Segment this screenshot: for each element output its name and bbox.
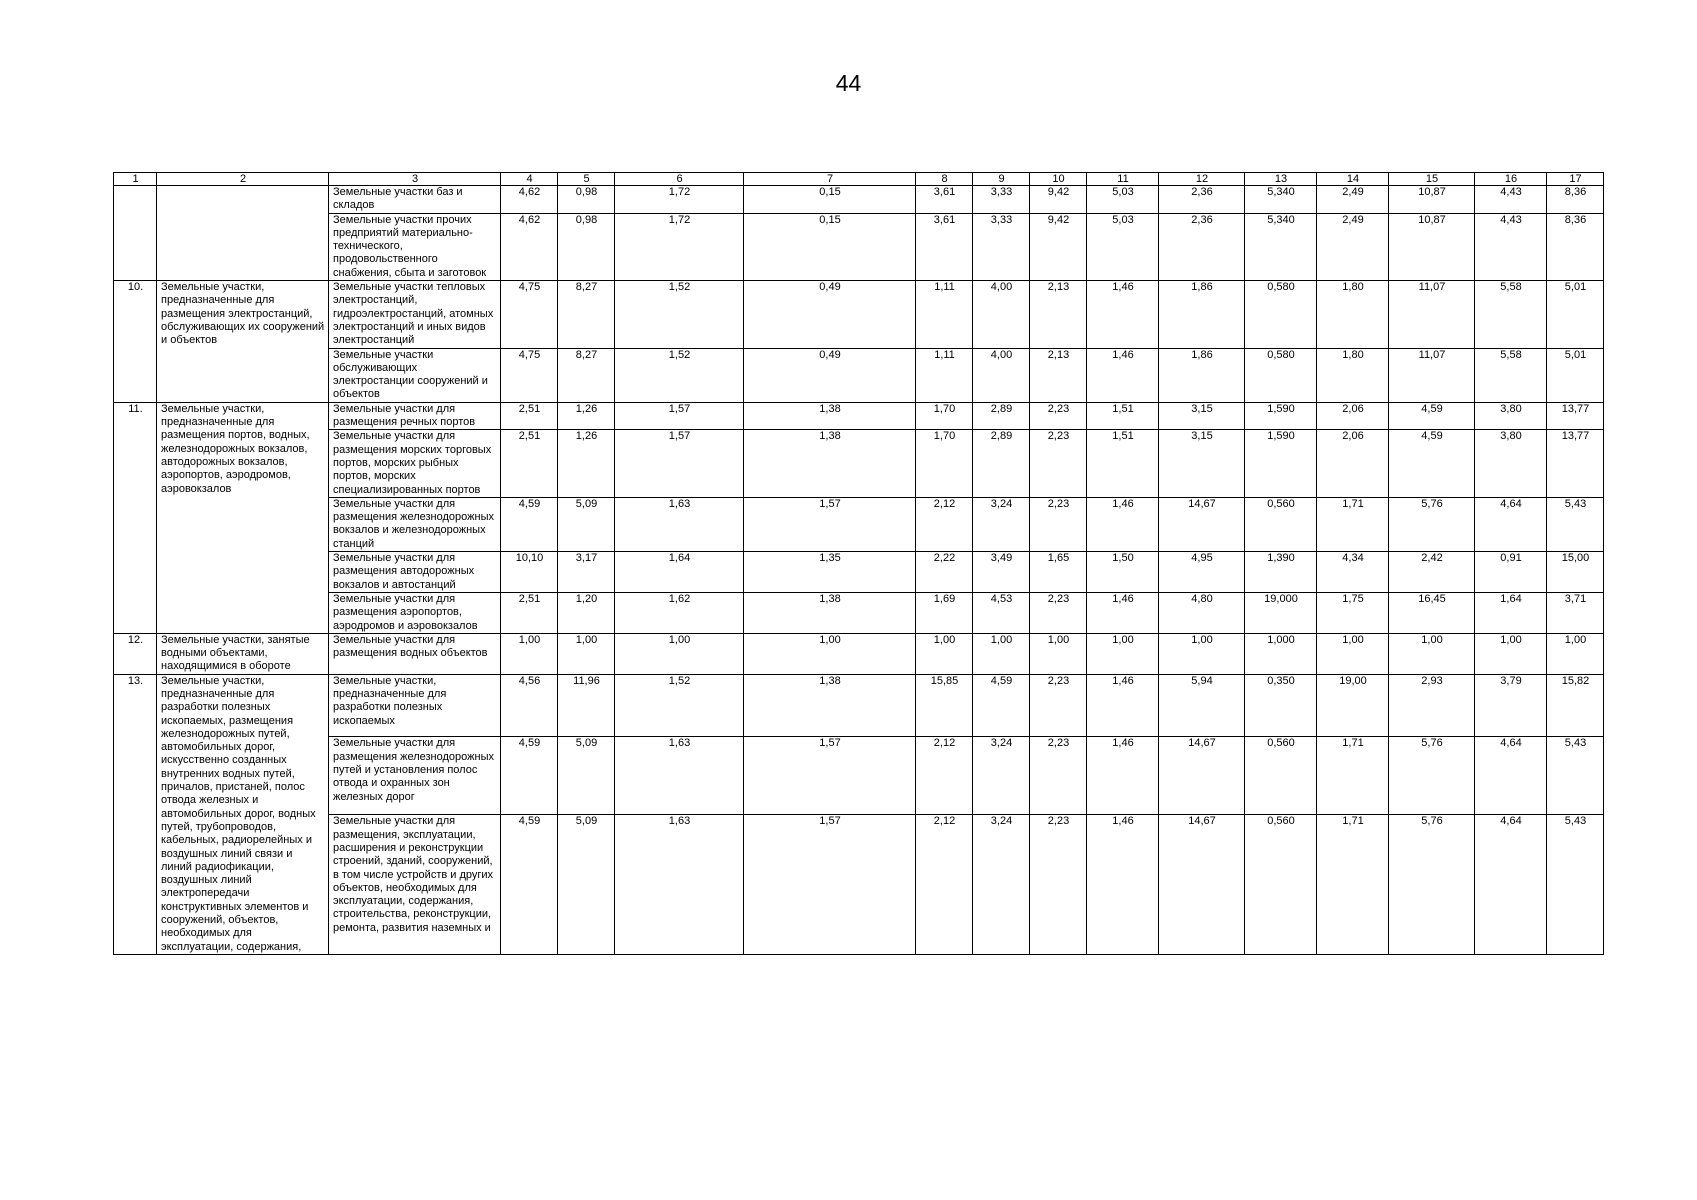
item-number bbox=[114, 186, 157, 281]
coefficient-cell: 2,23 bbox=[1030, 815, 1087, 955]
coefficient-cell: 3,33 bbox=[973, 186, 1030, 214]
col-header: 13 bbox=[1245, 173, 1317, 186]
coefficient-cell: 4,80 bbox=[1159, 592, 1245, 633]
coefficient-cell: 3,33 bbox=[973, 213, 1030, 280]
coefficient-cell: 2,51 bbox=[501, 592, 558, 633]
table-row bbox=[114, 430, 1604, 497]
land-subtype: Земельные участки для размещения морских торговых портов, морских рыбных портов, морских специализированных портов bbox=[329, 430, 501, 497]
coefficient-cell: 2,06 bbox=[1317, 402, 1389, 430]
table-row bbox=[114, 402, 1604, 430]
coefficient-cell: 1,590 bbox=[1245, 430, 1317, 497]
coefficient-cell: 1,11 bbox=[916, 281, 973, 348]
coefficient-cell: 4,56 bbox=[501, 674, 558, 737]
coefficient-cell: 1,46 bbox=[1087, 737, 1159, 815]
coefficient-cell: 5,43 bbox=[1547, 815, 1604, 955]
col-header: 16 bbox=[1475, 173, 1547, 186]
coefficient-cell: 1,86 bbox=[1159, 281, 1245, 348]
table-row bbox=[114, 815, 1604, 955]
coefficient-cell: 5,01 bbox=[1547, 348, 1604, 402]
coefficient-cell: 8,27 bbox=[558, 281, 615, 348]
coefficient-cell: 4,43 bbox=[1475, 213, 1547, 280]
coefficient-cell: 1,00 bbox=[1475, 633, 1547, 674]
coefficient-cell: 10,87 bbox=[1389, 213, 1475, 280]
coefficient-cell: 1,00 bbox=[973, 633, 1030, 674]
coefficient-cell: 1,46 bbox=[1087, 592, 1159, 633]
col-header: 9 bbox=[973, 173, 1030, 186]
coefficient-cell: 1,35 bbox=[744, 552, 916, 593]
coefficient-cell: 0,91 bbox=[1475, 552, 1547, 593]
coefficient-cell: 4,59 bbox=[1389, 402, 1475, 430]
coefficient-cell: 1,71 bbox=[1317, 815, 1389, 955]
item-number: 10. bbox=[114, 281, 157, 403]
coefficient-cell: 1,72 bbox=[615, 186, 744, 214]
coefficient-cell: 5,03 bbox=[1087, 186, 1159, 214]
coefficient-cell: 2,23 bbox=[1030, 430, 1087, 497]
land-subtype: Земельные участки для размещения железнодорожных путей и установления полос отвода и охранных зон железных дорог bbox=[329, 737, 501, 815]
coefficient-cell: 4,62 bbox=[501, 213, 558, 280]
coefficient-cell: 1,000 bbox=[1245, 633, 1317, 674]
col-header: 5 bbox=[558, 173, 615, 186]
coefficient-cell: 3,80 bbox=[1475, 430, 1547, 497]
coefficient-cell: 2,36 bbox=[1159, 213, 1245, 280]
coefficient-cell: 1,62 bbox=[615, 592, 744, 633]
coefficient-cell: 2,06 bbox=[1317, 430, 1389, 497]
table-row bbox=[114, 737, 1604, 815]
coefficient-cell: 3,80 bbox=[1475, 402, 1547, 430]
coefficient-cell: 1,75 bbox=[1317, 592, 1389, 633]
coefficient-cell: 1,63 bbox=[615, 737, 744, 815]
coefficient-cell: 1,51 bbox=[1087, 402, 1159, 430]
table-row bbox=[114, 186, 1604, 214]
coefficient-cell: 3,61 bbox=[916, 186, 973, 214]
coefficient-cell: 4,64 bbox=[1475, 815, 1547, 955]
coefficient-cell: 5,94 bbox=[1159, 674, 1245, 737]
coefficient-cell: 4,59 bbox=[501, 815, 558, 955]
coefficient-cell: 10,10 bbox=[501, 552, 558, 593]
coefficient-cell: 0,15 bbox=[744, 186, 916, 214]
coefficient-cell: 2,42 bbox=[1389, 552, 1475, 593]
coefficient-cell: 11,07 bbox=[1389, 348, 1475, 402]
col-header: 11 bbox=[1087, 173, 1159, 186]
item-number: 13. bbox=[114, 674, 157, 954]
table-row bbox=[114, 674, 1604, 737]
coefficient-cell: 2,23 bbox=[1030, 592, 1087, 633]
item-number: 12. bbox=[114, 633, 157, 674]
coefficient-cell: 1,52 bbox=[615, 348, 744, 402]
coefficient-cell: 4,95 bbox=[1159, 552, 1245, 593]
table-row bbox=[114, 213, 1604, 280]
coefficient-cell: 3,17 bbox=[558, 552, 615, 593]
coefficient-cell: 4,59 bbox=[501, 497, 558, 551]
land-subtype: Земельные участки для размещения водных объектов bbox=[329, 633, 501, 674]
coefficient-cell: 3,71 bbox=[1547, 592, 1604, 633]
coefficient-cell: 5,76 bbox=[1389, 737, 1475, 815]
coefficient-cell: 0,15 bbox=[744, 213, 916, 280]
coefficient-cell: 1,38 bbox=[744, 674, 916, 737]
coefficient-cell: 1,00 bbox=[1317, 633, 1389, 674]
col-header: 10 bbox=[1030, 173, 1087, 186]
coefficient-cell: 4,62 bbox=[501, 186, 558, 214]
coefficient-cell: 1,00 bbox=[501, 633, 558, 674]
coefficient-cell: 5,09 bbox=[558, 497, 615, 551]
coefficient-cell: 0,98 bbox=[558, 186, 615, 214]
coefficient-cell: 2,23 bbox=[1030, 497, 1087, 551]
coefficient-cell: 8,36 bbox=[1547, 186, 1604, 214]
coefficient-cell: 4,59 bbox=[1389, 430, 1475, 497]
coefficient-cell: 1,57 bbox=[744, 737, 916, 815]
coefficient-cell: 2,89 bbox=[973, 402, 1030, 430]
coefficient-cell: 5,09 bbox=[558, 815, 615, 955]
coefficient-cell: 1,46 bbox=[1087, 497, 1159, 551]
coefficient-cell: 1,57 bbox=[615, 430, 744, 497]
coefficient-cell: 15,85 bbox=[916, 674, 973, 737]
coefficient-cell: 1,80 bbox=[1317, 281, 1389, 348]
coefficient-cell: 1,80 bbox=[1317, 348, 1389, 402]
coefficient-cell: 0,580 bbox=[1245, 281, 1317, 348]
coefficient-cell: 1,46 bbox=[1087, 348, 1159, 402]
coefficient-cell: 3,61 bbox=[916, 213, 973, 280]
coefficient-cell: 1,20 bbox=[558, 592, 615, 633]
land-category bbox=[157, 186, 329, 281]
coefficient-cell: 1,00 bbox=[744, 633, 916, 674]
coefficient-cell: 1,38 bbox=[744, 430, 916, 497]
coefficient-cell: 2,12 bbox=[916, 737, 973, 815]
coefficient-cell: 1,69 bbox=[916, 592, 973, 633]
coefficient-cell: 1,70 bbox=[916, 402, 973, 430]
col-header: 17 bbox=[1547, 173, 1604, 186]
coefficient-cell: 4,53 bbox=[973, 592, 1030, 633]
coefficient-cell: 0,580 bbox=[1245, 348, 1317, 402]
col-header: 7 bbox=[744, 173, 916, 186]
land-subtype: Земельные участки обслуживающих электростанции сооружений и объектов bbox=[329, 348, 501, 402]
coefficient-cell: 0,350 bbox=[1245, 674, 1317, 737]
coefficient-cell: 0,49 bbox=[744, 281, 916, 348]
coefficient-cell: 11,96 bbox=[558, 674, 615, 737]
coefficient-cell: 0,49 bbox=[744, 348, 916, 402]
col-header: 15 bbox=[1389, 173, 1475, 186]
coefficient-cell: 14,67 bbox=[1159, 815, 1245, 955]
land-subtype: Земельные участки для размещения аэропортов, аэродромов и аэровокзалов bbox=[329, 592, 501, 633]
coefficient-cell: 3,49 bbox=[973, 552, 1030, 593]
coefficient-cell: 1,00 bbox=[1389, 633, 1475, 674]
coefficient-cell: 15,82 bbox=[1547, 674, 1604, 737]
table-row bbox=[114, 348, 1604, 402]
coefficient-cell: 1,00 bbox=[1547, 633, 1604, 674]
land-subtype: Земельные участки баз и складов bbox=[329, 186, 501, 214]
coefficient-cell: 2,89 bbox=[973, 430, 1030, 497]
land-category: Земельные участки, занятые водными объектами, находящимися в обороте bbox=[157, 633, 329, 674]
coefficient-cell: 3,79 bbox=[1475, 674, 1547, 737]
coefficient-cell: 3,15 bbox=[1159, 402, 1245, 430]
coefficient-cell: 1,64 bbox=[1475, 592, 1547, 633]
coefficient-cell: 0,98 bbox=[558, 213, 615, 280]
table-body bbox=[114, 186, 1604, 955]
coefficient-cell: 1,26 bbox=[558, 402, 615, 430]
coefficient-cell: 1,26 bbox=[558, 430, 615, 497]
table-row bbox=[114, 592, 1604, 633]
land-category: Земельные участки, предназначенные для размещения электростанций, обслуживающих их сооружений и объектов bbox=[157, 281, 329, 403]
coefficient-cell: 0,560 bbox=[1245, 737, 1317, 815]
coefficient-cell: 1,38 bbox=[744, 592, 916, 633]
coefficient-cell: 2,22 bbox=[916, 552, 973, 593]
coefficient-cell: 3,24 bbox=[973, 815, 1030, 955]
coefficient-cell: 2,12 bbox=[916, 815, 973, 955]
coefficient-cell: 1,00 bbox=[1087, 633, 1159, 674]
header-row bbox=[114, 173, 1604, 186]
land-subtype: Земельные участки для размещения речных портов bbox=[329, 402, 501, 430]
coefficient-cell: 16,45 bbox=[1389, 592, 1475, 633]
col-header: 8 bbox=[916, 173, 973, 186]
col-header: 1 bbox=[114, 173, 157, 186]
coefficient-cell: 5,340 bbox=[1245, 213, 1317, 280]
coefficient-cell: 0,560 bbox=[1245, 497, 1317, 551]
coefficient-cell: 5,76 bbox=[1389, 497, 1475, 551]
coefficient-cell: 2,51 bbox=[501, 430, 558, 497]
coefficient-cell: 13,77 bbox=[1547, 430, 1604, 497]
land-subtype: Земельные участки для размещения автодорожных вокзалов и автостанций bbox=[329, 552, 501, 593]
coefficient-cell: 1,70 bbox=[916, 430, 973, 497]
coefficient-cell: 2,23 bbox=[1030, 402, 1087, 430]
coefficient-cell: 2,23 bbox=[1030, 737, 1087, 815]
coefficient-cell: 1,52 bbox=[615, 674, 744, 737]
coefficient-cell: 1,46 bbox=[1087, 815, 1159, 955]
coefficient-cell: 1,72 bbox=[615, 213, 744, 280]
coefficient-cell: 14,67 bbox=[1159, 737, 1245, 815]
coefficient-cell: 1,390 bbox=[1245, 552, 1317, 593]
coefficient-cell: 2,23 bbox=[1030, 674, 1087, 737]
col-header: 4 bbox=[501, 173, 558, 186]
coefficient-cell: 5,43 bbox=[1547, 497, 1604, 551]
coefficient-cell: 14,67 bbox=[1159, 497, 1245, 551]
coefficient-cell: 2,12 bbox=[916, 497, 973, 551]
coefficient-cell: 2,49 bbox=[1317, 186, 1389, 214]
land-subtype: Земельные участки прочих предприятий материально-технического, продовольственного снабжения, сбыта и заготовок bbox=[329, 213, 501, 280]
col-header: 2 bbox=[157, 173, 329, 186]
coefficient-cell: 1,86 bbox=[1159, 348, 1245, 402]
coefficient-cell: 3,24 bbox=[973, 737, 1030, 815]
coefficient-cell: 5,58 bbox=[1475, 348, 1547, 402]
coefficient-cell: 2,93 bbox=[1389, 674, 1475, 737]
coefficient-cell: 1,00 bbox=[1159, 633, 1245, 674]
coefficient-cell: 5,43 bbox=[1547, 737, 1604, 815]
col-header: 14 bbox=[1317, 173, 1389, 186]
coefficient-cell: 11,07 bbox=[1389, 281, 1475, 348]
coefficient-cell: 1,590 bbox=[1245, 402, 1317, 430]
coefficient-cell: 4,59 bbox=[501, 737, 558, 815]
coefficient-cell: 10,87 bbox=[1389, 186, 1475, 214]
coefficient-cell: 5,58 bbox=[1475, 281, 1547, 348]
coefficient-cell: 5,09 bbox=[558, 737, 615, 815]
coefficient-cell: 4,59 bbox=[973, 674, 1030, 737]
coefficient-cell: 1,71 bbox=[1317, 737, 1389, 815]
coefficient-cell: 1,00 bbox=[558, 633, 615, 674]
table-row bbox=[114, 633, 1604, 674]
land-category: Земельные участки, предназначенные для размещения портов, водных, железнодорожных вокзалов, автодорожных вокзалов, аэропортов, аэродромов, аэровокзалов bbox=[157, 402, 329, 633]
col-header: 12 bbox=[1159, 173, 1245, 186]
coefficient-cell: 1,00 bbox=[615, 633, 744, 674]
coefficient-cell: 8,36 bbox=[1547, 213, 1604, 280]
coefficient-cell: 13,77 bbox=[1547, 402, 1604, 430]
coefficient-cell: 4,43 bbox=[1475, 186, 1547, 214]
coefficient-cell: 5,340 bbox=[1245, 186, 1317, 214]
coefficient-cell: 3,24 bbox=[973, 497, 1030, 551]
land-subtype: Земельные участки, предназначенные для разработки полезных ископаемых bbox=[329, 674, 501, 737]
coefficients-table bbox=[113, 172, 1604, 955]
coefficient-cell: 2,36 bbox=[1159, 186, 1245, 214]
coefficient-cell: 1,00 bbox=[1030, 633, 1087, 674]
coefficient-cell: 9,42 bbox=[1030, 213, 1087, 280]
coefficient-cell: 15,00 bbox=[1547, 552, 1604, 593]
coefficient-cell: 5,03 bbox=[1087, 213, 1159, 280]
coefficient-cell: 19,00 bbox=[1317, 674, 1389, 737]
coefficient-cell: 1,52 bbox=[615, 281, 744, 348]
coefficient-cell: 4,75 bbox=[501, 281, 558, 348]
coefficient-cell: 4,64 bbox=[1475, 497, 1547, 551]
coefficient-cell: 1,51 bbox=[1087, 430, 1159, 497]
page-number: 44 bbox=[835, 70, 862, 96]
coefficient-cell: 1,46 bbox=[1087, 674, 1159, 737]
coefficient-cell: 1,71 bbox=[1317, 497, 1389, 551]
coefficient-cell: 1,65 bbox=[1030, 552, 1087, 593]
coefficient-cell: 4,00 bbox=[973, 281, 1030, 348]
coefficient-cell: 2,13 bbox=[1030, 348, 1087, 402]
coefficient-cell: 3,15 bbox=[1159, 430, 1245, 497]
col-header: 3 bbox=[329, 173, 501, 186]
coefficient-cell: 4,00 bbox=[973, 348, 1030, 402]
coefficient-cell: 19,000 bbox=[1245, 592, 1317, 633]
land-category: Земельные участки, предназначенные для разработки полезных ископаемых, размещения железнодорожных путей, автомобильных дорог, искусственно созданных внутренних водных путей, причалов, пристаней, полос отвода железных и автомобильных дорог, водных путей, трубопроводов, кабельных, радиорелейных и воздушных линий связи и линий радиофикации, воздушных линий электропередачи конструктивных элементов и сооружений, объектов, необходимых для эксплуатации, содержания, bbox=[157, 674, 329, 954]
land-subtype: Земельные участки для размещения, эксплуатации, расширения и реконструкции строений, зданий, сооружений, в том числе устройств и других объектов, необходимых для эксплуатации, содержания, строительства, реконструкции, ремонта, развития наземных и bbox=[329, 815, 501, 955]
coefficient-cell: 4,34 bbox=[1317, 552, 1389, 593]
land-subtype: Земельные участки для размещения железнодорожных вокзалов и железнодорожных станций bbox=[329, 497, 501, 551]
item-number: 11. bbox=[114, 402, 157, 633]
coefficient-cell: 4,75 bbox=[501, 348, 558, 402]
coefficient-cell: 1,64 bbox=[615, 552, 744, 593]
coefficient-cell: 1,57 bbox=[615, 402, 744, 430]
coefficient-cell: 2,13 bbox=[1030, 281, 1087, 348]
coefficient-cell: 2,49 bbox=[1317, 213, 1389, 280]
coefficient-cell: 5,76 bbox=[1389, 815, 1475, 955]
coefficient-cell: 1,46 bbox=[1087, 281, 1159, 348]
coefficient-cell: 4,64 bbox=[1475, 737, 1547, 815]
coefficient-cell: 2,51 bbox=[501, 402, 558, 430]
coefficient-cell: 1,57 bbox=[744, 497, 916, 551]
coefficient-cell: 5,01 bbox=[1547, 281, 1604, 348]
coefficient-cell: 1,57 bbox=[744, 815, 916, 955]
coefficient-cell: 8,27 bbox=[558, 348, 615, 402]
coefficient-cell: 1,38 bbox=[744, 402, 916, 430]
coefficient-cell: 1,63 bbox=[615, 815, 744, 955]
coefficient-cell: 1,50 bbox=[1087, 552, 1159, 593]
coefficient-cell: 9,42 bbox=[1030, 186, 1087, 214]
table-row bbox=[114, 281, 1604, 348]
coefficient-cell: 1,63 bbox=[615, 497, 744, 551]
coefficient-cell: 1,00 bbox=[916, 633, 973, 674]
col-header: 6 bbox=[615, 173, 744, 186]
land-subtype: Земельные участки тепловых электростанций, гидроэлектростанций, атомных электростанций и иных видов электростанций bbox=[329, 281, 501, 348]
table-row bbox=[114, 497, 1604, 551]
coefficient-cell: 1,11 bbox=[916, 348, 973, 402]
coefficient-cell: 0,560 bbox=[1245, 815, 1317, 955]
table-row bbox=[114, 552, 1604, 593]
